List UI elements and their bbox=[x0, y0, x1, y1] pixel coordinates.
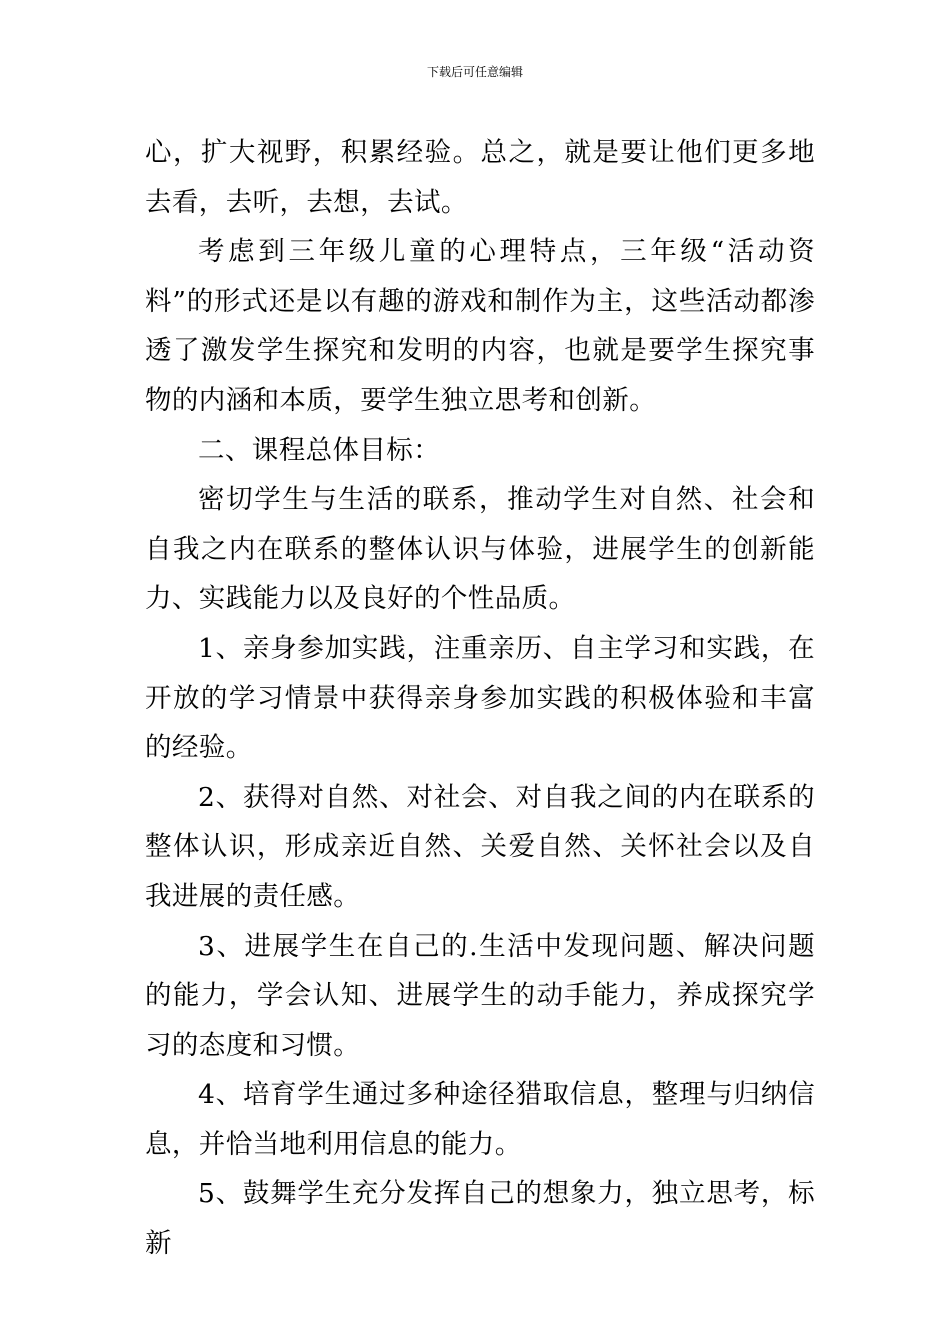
goal-item-1: 1、亲身参加实践，注重亲历、自主学习和实践，在开放的学习情景中获得亲身参加实践的积极体验和丰富的经验。 bbox=[145, 632, 815, 764]
goal-item-2: 2、获得对自然、对社会、对自我之间的内在联系的整体认识，形成亲近自然、关爱自然、关怀社会以及自我进展的责任感。 bbox=[145, 781, 815, 912]
goal-item-3: 3、进展学生在自己的.生活中发现问题、解决问题的能力，学会认知、进展学生的动手能力，养成探究学习的态度和习惯。 bbox=[145, 930, 815, 1061]
paragraph-psychology: 考虑到三年级儿童的心理特点，三年级“活动资料”的形式还是以有趣的游戏和制作为主，这些活动都渗透了激发学生探究和发明的内容，也就是要学生探究事物的内涵和本质，要学生独立思考和创新。 bbox=[145, 236, 815, 416]
section-heading-goals: 二、课程总体目标： bbox=[198, 434, 441, 466]
paragraph-goals-intro: 密切学生与生活的联系，推动学生对自然、社会和自我之内在联系的整体认识与体验，进展学生的创新能力、实践能力以及良好的个性品质。 bbox=[145, 484, 815, 615]
goal-item-4: 4、培育学生通过多种途径猎取信息，整理与归纳信息，并恰当地利用信息的能力。 bbox=[145, 1079, 815, 1160]
goal-item-5: 5、鼓舞学生充分发挥自己的想象力，独立思考，标新 bbox=[145, 1178, 815, 1260]
page-header: 下载后可任意编辑 bbox=[426, 65, 523, 79]
paragraph-continuation: 心，扩大视野，积累经验。总之，就是要让他们更多地去看，去听，去想，去试。 bbox=[145, 137, 815, 218]
document-body bbox=[145, 128, 815, 1269]
